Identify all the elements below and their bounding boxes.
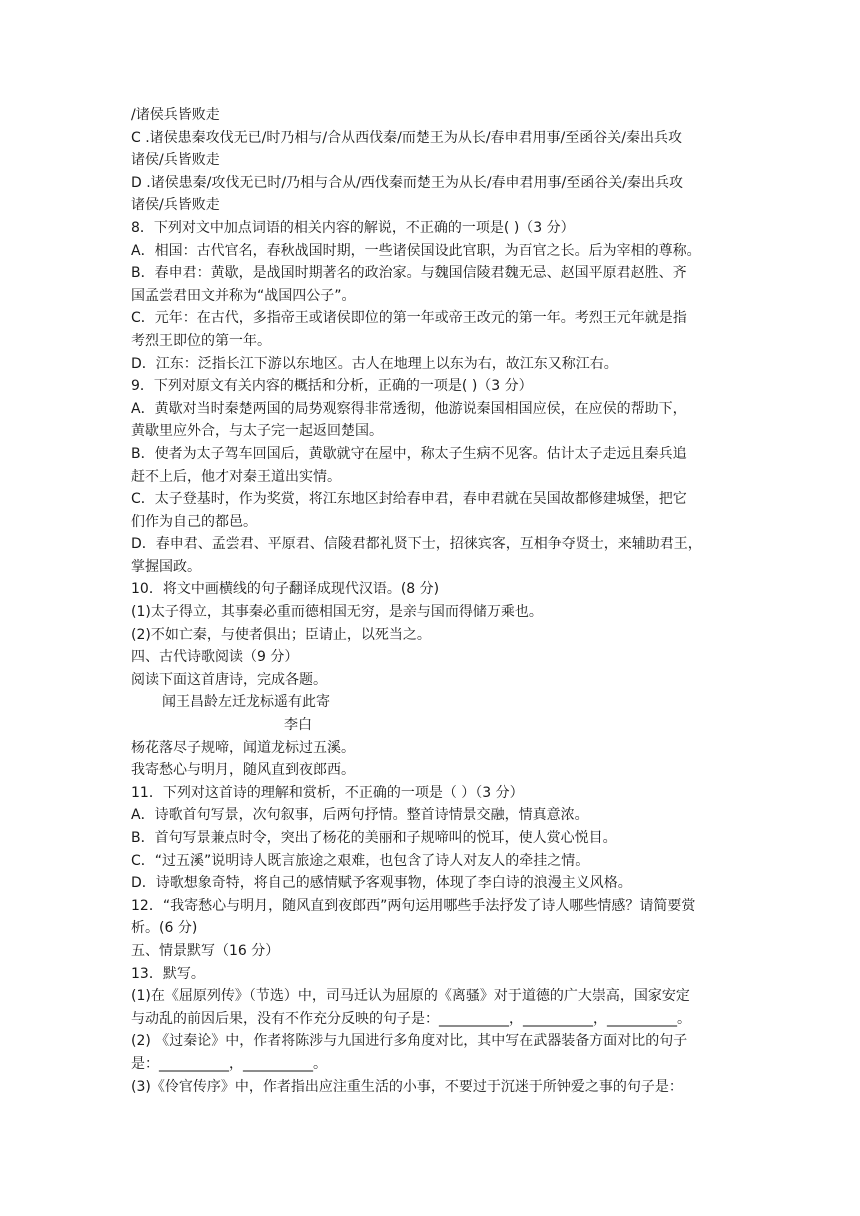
text-line: A．黄歇对当时秦楚两国的局势观察得非常透彻，他游说秦国相国应侯，在应侯的帮助下， bbox=[131, 400, 687, 417]
text-line: B．使者为太子驾车回国后，黄歇就守在屋中，称太子生病不见客。估计太子走远且秦兵追 bbox=[131, 445, 687, 462]
text-line: 四、古代诗歌阅读（9 分） bbox=[131, 649, 299, 666]
text-section-2 bbox=[131, 782, 731, 1098]
text-line: (2) 《过秦论》中，作者将陈涉与九国进行多角度对比，其中写在武器装备方面对比的句子 bbox=[131, 1033, 688, 1050]
poem-title: 闻王昌龄左迁龙标遥有此寄 bbox=[162, 694, 330, 711]
text-line: 9．下列对原文有关内容的概括和分析，正确的一项是( )（3 分） bbox=[131, 378, 533, 395]
text-line: 11．下列对这首诗的理解和赏析，不正确的一项是（ ）（3 分） bbox=[131, 784, 524, 801]
text-line: (1)在《屈原列传》（节选）中，司马迁认为屈原的《离骚》对于道德的广大崇高，国家安定 bbox=[131, 988, 690, 1005]
poem-line: 我寄愁心与明月，随风直到夜郎西。 bbox=[131, 762, 355, 779]
text-line: (3)《伶官传序》中，作者指出应注重生活的小事，不要过于沉迷于所钟爱之事的句子是： bbox=[131, 1078, 683, 1095]
text-line: 诸侯/兵皆败走 bbox=[131, 197, 220, 214]
text-line: B．首句写景兼点时令，突出了杨花的美丽和子规啼叫的悦耳，使人赏心悦目。 bbox=[131, 830, 617, 846]
text-line: /诸侯兵皆败走 bbox=[131, 107, 220, 123]
text-line: C．“过五溪”说明诗人既言旅途之艰难，也包含了诗人对友人的牵挂之情。 bbox=[131, 852, 590, 869]
text-line: C .诸侯患秦攻伐无已/时乃相与/合从西伐秦/而楚王为从长/春申君用事/至函谷关/秦出兵攻 bbox=[131, 129, 682, 146]
text-line: 阅读下面这首唐诗，完成各题。 bbox=[131, 671, 327, 688]
text-line: 诸侯/兵皆败走 bbox=[131, 152, 220, 169]
poem-author: 李白 bbox=[284, 717, 312, 734]
text-line: 考烈王即位的第一年。 bbox=[131, 332, 271, 349]
text-line: 们作为自己的都邑。 bbox=[131, 513, 257, 530]
text-line: A．诗歌首句写景，次句叙事，后两句抒情。整首诗情景交融，情真意浓。 bbox=[131, 807, 589, 824]
text-line: 8．下列对文中加点词语的相关内容的解说，不正确的一项是( )（3 分） bbox=[131, 219, 575, 236]
text-line: 黄歇里应外合，与太子完一起返回楚国。 bbox=[131, 423, 383, 440]
text-line: B．春申君：黄歇，是战国时期著名的政治家。与魏国信陵君魏无忌、赵国平原君赵胜、齐 bbox=[131, 265, 687, 282]
text-line: D．江东：泛指长江下游以东地区。古人在地理上以东为右，故江东又称江右。 bbox=[131, 355, 618, 372]
text-line: (1)太子得立，其事秦必重而德相国无穷，是亲与国而得储万乘也。 bbox=[131, 604, 543, 621]
text-line: 与动乱的前因后果，没有不作充分反映的句子是：__________，__________，__________。 bbox=[131, 1010, 691, 1027]
text-line: (2)不如亡秦，与使者俱出；臣请止，以死当之。 bbox=[131, 626, 431, 643]
text-line: 12．“我寄愁心与明月，随风直到夜郎西”两句运用哪些手法抒发了诗人哪些情感？请简要赏 bbox=[131, 897, 696, 914]
document-body bbox=[131, 104, 731, 1098]
text-line: A．相国：古代官名，春秋战国时期，一些诸侯国设此官职，为百官之长。后为宰相的尊称。 bbox=[131, 242, 701, 259]
text-line: D．诗歌想象奇特，将自己的感情赋予客观事物，体现了李白诗的浪漫主义风格。 bbox=[131, 875, 632, 892]
text-line: 五、情景默写（16 分） bbox=[131, 942, 280, 959]
poem-line: 杨花落尽子规啼，闻道龙标过五溪。 bbox=[131, 739, 355, 756]
text-line: 析。(6 分) bbox=[131, 920, 198, 937]
text-line: C．太子登基时，作为奖赏，将江东地区封给春申君，春申君就在吴国故都修建城堡，把它 bbox=[131, 491, 687, 508]
text-line: D .诸侯患秦/攻伐无已时/乃相与合从/西伐秦而楚王为从长/春申君用事/至函谷关/秦出兵攻 bbox=[131, 174, 683, 191]
text-line: 10．将文中画横线的句子翻译成现代汉语。(8 分) bbox=[131, 581, 440, 598]
text-line: C．元年：在古代，多指帝王或诸侯即位的第一年或帝王改元的第一年。考烈王元年就是指 bbox=[131, 310, 687, 327]
text-line: 掌握国政。 bbox=[131, 558, 201, 575]
text-line: 是：__________，__________。 bbox=[131, 1055, 327, 1072]
text-line: 赶不上后，他才对秦王道出实情。 bbox=[131, 468, 341, 485]
text-line: 国孟尝君田文并称为“战国四公子”。 bbox=[131, 287, 356, 304]
text-line: 13．默写。 bbox=[131, 965, 205, 982]
text-section-1 bbox=[131, 104, 731, 691]
text-line: D．春申君、孟尝君、平原君、信陵君都礼贤下士，招徕宾客，互相争夺贤士，来辅助君王， bbox=[131, 536, 702, 553]
